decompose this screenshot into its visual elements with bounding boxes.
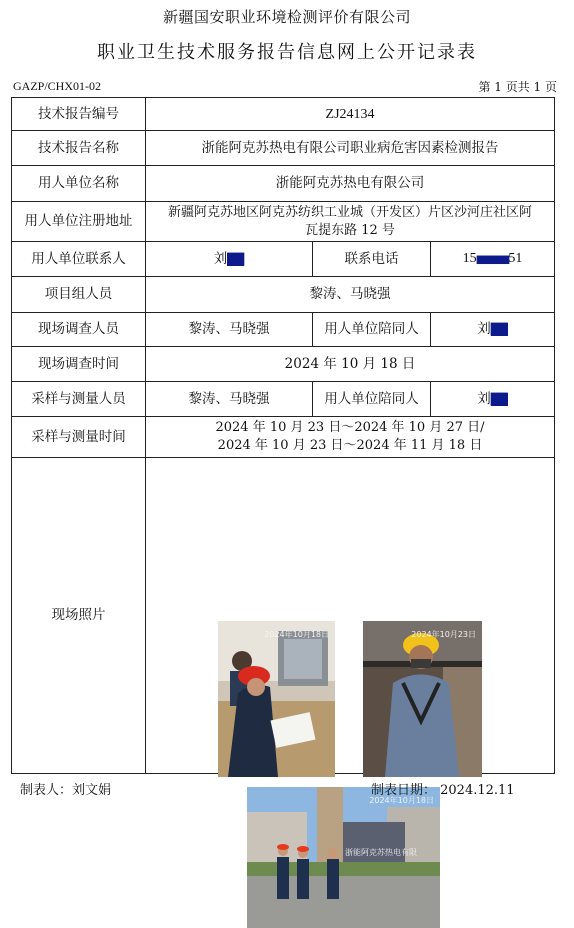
site-photo-worker [363, 621, 482, 777]
label-team: 项目组人员 [12, 277, 146, 313]
office-photo-image [218, 621, 335, 777]
photo-timestamp-2: 2024年10月23日 [411, 629, 476, 639]
label-survey-staff: 现场调查人员 [12, 313, 146, 347]
table-date: 制表日期： 2024.12.11 [371, 783, 515, 798]
document-number: GAZP/CHX01-02 [13, 79, 102, 93]
value-sampling-staff: 黎涛、马晓强 [146, 382, 313, 417]
label-address: 用人单位注册地址 [12, 202, 146, 242]
row-employer [12, 166, 555, 202]
company-name: 新疆国安职业环境检测评价有限公司 [162, 8, 411, 26]
survey-companion-visible: 刘 [477, 321, 491, 337]
photo-timestamp-3: 2024年10月18日 [369, 795, 434, 805]
value-contact [146, 242, 313, 277]
page-info: 第 1 页共 1 页 [478, 80, 557, 94]
label-survey-time: 现场调查时间 [12, 347, 146, 382]
label-report-name: 技术报告名称 [12, 131, 146, 166]
value-phone [431, 242, 555, 277]
value-sampling-companion [431, 382, 555, 417]
row-survey-staff [12, 313, 555, 347]
contact-name-redacted: ██ [227, 252, 245, 266]
phone-start: 15 [462, 250, 477, 266]
value-employer: 浙能阿克苏热电有限公司 [146, 166, 555, 202]
value-address [146, 202, 555, 242]
table-maker: 制表人：刘文娟 [20, 783, 112, 798]
row-address [12, 202, 555, 242]
label-sampling-staff: 采样与测量人员 [12, 382, 146, 417]
value-report-name: 浙能阿克苏热电有限公司职业病危害因素检测报告 [146, 131, 555, 166]
page-title: 职业卫生技术服务报告信息网上公开记录表 [97, 42, 477, 63]
label-report-no: 技术报告编号 [12, 98, 146, 131]
row-photos [12, 458, 555, 774]
survey-companion-redacted: ██ [490, 323, 508, 336]
sampling-time-line-1: 2024 年 10 月 23 日～2024 年 10 月 27 日/ [215, 420, 485, 435]
phone-end: 51 [508, 250, 523, 266]
label-survey-companion: 用人单位陪同人 [313, 313, 431, 347]
phone-redacted: ████████ [476, 255, 509, 264]
worker-photo-image [363, 621, 482, 777]
value-survey-staff: 黎涛、马晓强 [146, 313, 313, 347]
contact-name-visible: 刘 [213, 250, 228, 267]
site-photo-entrance [247, 787, 440, 928]
sampling-companion-visible: 刘 [477, 390, 491, 407]
building-sign: 浙能阿克苏热电有限 [345, 847, 417, 857]
row-sampling-time [12, 417, 555, 458]
row-report-no [12, 98, 555, 131]
row-sampling-staff [12, 382, 555, 417]
address-line-1: 新疆阿克苏地区阿克苏纺织工业城（开发区）片区沙河庄社区阿 [168, 204, 533, 220]
value-sampling-time [146, 417, 555, 458]
label-phone: 联系电话 [313, 242, 431, 277]
value-survey-companion [431, 313, 555, 347]
row-survey-time [12, 347, 555, 382]
value-survey-time: 2024 年 10 月 18 日 [146, 347, 555, 382]
label-employer: 用人单位名称 [12, 166, 146, 202]
label-contact: 用人单位联系人 [12, 242, 146, 277]
label-photos: 现场照片 [12, 458, 146, 774]
row-report-name [12, 131, 555, 166]
photo-timestamp-1: 2024年10月18日 [264, 629, 329, 639]
sampling-time-line-2: 2024 年 10 月 23 日～2024 年 11 月 18 日 [217, 438, 483, 453]
row-contact [12, 242, 555, 277]
site-photo-office [218, 621, 335, 777]
sampling-companion-redacted: ██ [490, 392, 508, 406]
label-sampling-companion: 用人单位陪同人 [313, 382, 431, 417]
value-team: 黎涛、马晓强 [146, 277, 555, 313]
address-line-2: 瓦提东路 12 号 [305, 222, 395, 238]
label-sampling-time: 采样与测量时间 [12, 417, 146, 458]
row-team [12, 277, 555, 313]
value-report-no: ZJ24134 [146, 98, 555, 131]
